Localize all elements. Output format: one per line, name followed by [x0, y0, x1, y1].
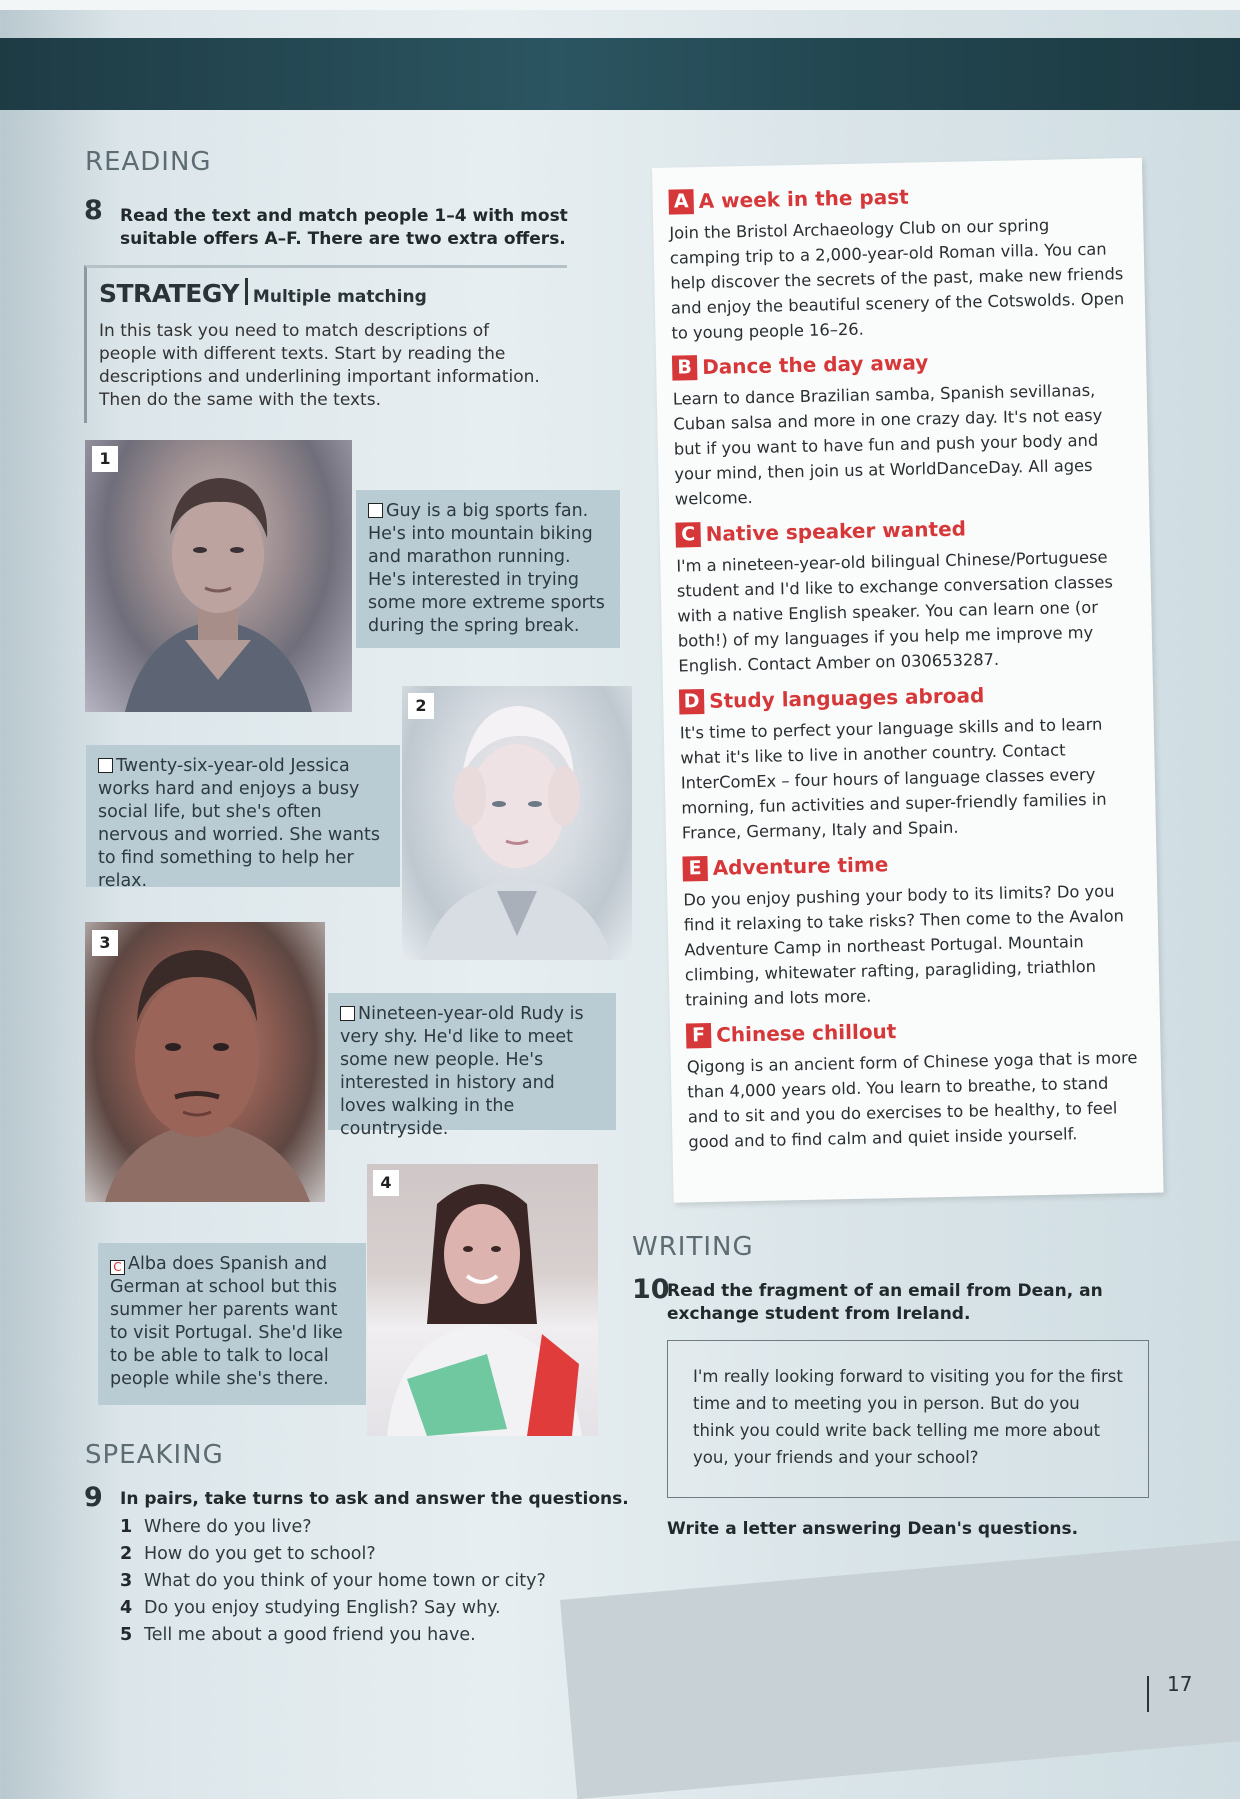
offer-d [679, 680, 1137, 845]
offer-f [686, 1014, 1144, 1155]
offer-a-title: A week in the past [698, 184, 909, 214]
offer-b [672, 346, 1130, 511]
strategy-text: In this task you need to match descriptions of people with different texts. Start by reading the descriptions and underlining important information. Then do the same with the texts. [99, 321, 540, 410]
offer-d-letter: D [679, 689, 705, 715]
offer-e-title: Adventure time [712, 852, 889, 880]
person-4-answer-box[interactable]: C [110, 1260, 125, 1275]
offer-c [675, 513, 1133, 678]
person-1-description: Guy is a big sports fan. He's into mountain biking and marathon running. He's interested in trying some more extreme sports during the spring break. [356, 490, 620, 648]
header-band [0, 38, 1240, 110]
exercise-10-number: 10 [632, 1274, 670, 1305]
top-strip [0, 0, 1240, 10]
question-2: 2 How do you get to school? [120, 1544, 376, 1564]
question-5: 5 Tell me about a good friend you have. [120, 1625, 476, 1645]
exercise-10-instruction: Read the fragment of an email from Dean, an exchange student from Ireland. [667, 1281, 1103, 1324]
offer-e-text: Do you enjoy pushing your body to its limits? Do you find it relaxing to take risks? Then come to the Avalon Adventure Camp in northeast Portugal. Mountain climbing, whitewater rafting, paragliding, triathlon training and lots more. [683, 881, 1125, 1010]
offer-f-text: Qigong is an ancient form of Chinese yoga that is more than 4,000 years old. You learn to breathe, to stand and to sit and you do exercises to be healthy, to feel good and to find calm and quiet inside yourself. [686, 1048, 1138, 1152]
offer-f-title: Chinese chillout [715, 1019, 897, 1047]
person-2-number: 2 [408, 693, 434, 719]
offer-d-title: Study languages abroad [708, 683, 985, 713]
person-3-description: Nineteen-year-old Rudy is very shy. He'd like to meet some new people. He's interested in history and loves walking in the countryside. [328, 993, 616, 1130]
person-2-description: Twenty-six-year-old Jessica works hard and enjoys a busy social life, but she's often nervous and worried. She wants to find something to help her relax. [86, 745, 400, 887]
person-4-description: C Alba does Spanish and German at school but this summer her parents want to visit Portugal. She'd like to be able to talk to local people while she's there. [98, 1243, 366, 1405]
writing-task: Write a letter answering Dean's questions. [667, 1519, 1079, 1539]
person-3-answer-box[interactable] [340, 1006, 355, 1021]
page-number: 17 [1167, 1672, 1193, 1696]
offer-b-text: Learn to dance Brazilian samba, Spanish sevillanas, Cuban salsa and more in one crazy day. It's not easy but if you want to have fun and push your body and your mind, then join us at WorldDanceDay. All ages welcome. [672, 380, 1103, 509]
offers-card [652, 158, 1164, 1203]
exercise-8-instruction: Read the text and match people 1–4 with most suitable offers A–F. There are two extra offers. [120, 206, 568, 249]
person-4-photo [367, 1164, 598, 1436]
offer-f-letter: F [686, 1023, 712, 1049]
offer-b-letter: B [672, 355, 698, 381]
person-2-answer-box[interactable] [98, 758, 113, 773]
person-2-photo [402, 686, 632, 960]
writing-title: WRITING [632, 1232, 754, 1262]
exercise-9-number: 9 [84, 1482, 103, 1513]
offer-c-letter: C [675, 522, 701, 548]
person-3-photo [85, 922, 325, 1202]
page-corner-shadow [560, 1530, 1240, 1799]
offer-d-text: It's time to perfect your language skills and to learn what it's like to live in another country. Contact InterComEx – four hours of language classes every morning, fun activities and super-friendly families in France, Germany, Italy and Spain. [679, 714, 1107, 843]
person-1-number: 1 [92, 446, 118, 472]
offer-e [682, 847, 1140, 1012]
offer-e-letter: E [682, 856, 708, 882]
exercise-9-instruction: In pairs, take turns to ask and answer the questions. [120, 1489, 629, 1509]
speaking-questions [120, 1514, 546, 1649]
person-1-photo [85, 440, 352, 712]
reading-title: READING [85, 147, 212, 177]
offer-a-text: Join the Bristol Archaeology Club on our spring camping trip to a 2,000-year-old Roman villa. You can help discover the secrets of the past, make new friends and enjoy the beautiful scenery of the Cotswolds. Open to young people 16–26. [669, 215, 1125, 343]
speaking-title: SPEAKING [85, 1440, 224, 1470]
person-4-number: 4 [373, 1170, 399, 1196]
person-1-answer-box[interactable] [368, 503, 383, 518]
offer-b-title: Dance the day away [701, 350, 929, 379]
page-number-bar [1147, 1676, 1149, 1712]
strategy-box [84, 265, 567, 423]
email-fragment: I'm really looking forward to visiting you for the first time and to meeting you in person. But do you think you could write back telling me more about you, your friends and your school? [667, 1340, 1149, 1498]
offer-a [668, 180, 1126, 345]
offer-c-text: I'm a nineteen-year-old bilingual Chinese/Portuguese student and I'd like to exchange conversation classes with a native English speaker. You can learn one (or both!) of my languages if you help me improve my English. Contact Amber on 030653287. [676, 547, 1114, 676]
offer-a-letter: A [668, 189, 694, 215]
question-3: 3 What do you think of your home town or city? [120, 1571, 546, 1591]
strategy-heading: STRATEGY Multiple matching [99, 279, 427, 308]
offer-c-title: Native speaker wanted [705, 516, 967, 546]
question-4: 4 Do you enjoy studying English? Say why. [120, 1598, 501, 1618]
person-3-number: 3 [92, 930, 118, 956]
exercise-8-number: 8 [84, 195, 103, 226]
question-1: 1 Where do you live? [120, 1517, 312, 1537]
